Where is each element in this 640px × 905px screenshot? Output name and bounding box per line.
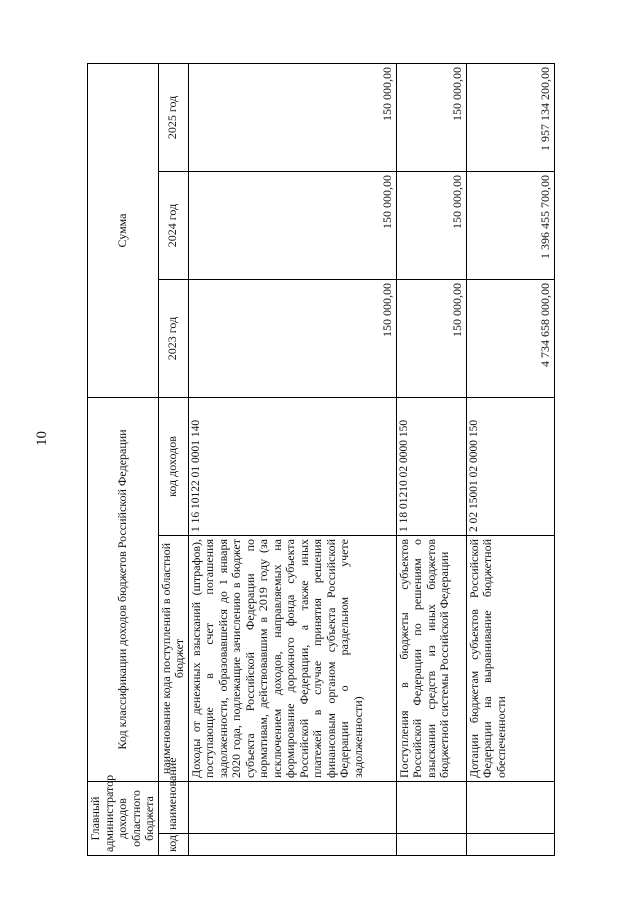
row-income-code: 2 02 15001 02 0000 150: [466, 397, 554, 535]
row-sum-2025: 150 000,00: [188, 63, 396, 171]
row-admin-code: [188, 834, 396, 856]
row-income-code: 1 18 01210 02 0000 150: [396, 397, 466, 535]
header-year-2023: 2023 год: [158, 279, 188, 397]
table-row: [188, 63, 396, 855]
header-year-2024: 2024 год: [158, 171, 188, 279]
row-description: Дотации бюджетам субъектов Российской Федерации на выравнивание бюджетной обеспеченности: [466, 535, 554, 781]
row-description: Доходы от денежных взысканий (штрафов), поступающие в счет погашения задолженности, образовавшейся до 1 января 2020 года, подлежащие зачислению в бюджет субъекта Российской Федерации по нормативам, действовавшим в 2019 году (за исключением доходов, направляемых на формирование дорожного фонда субъекта Российской Федерации, а также иных платежей в случае принятия решения финансовым органом субъекта Российской Федерации о раздельном учете задолженности): [188, 535, 396, 781]
budget-income-table: [87, 63, 555, 856]
header-year-2025: 2025 год: [158, 63, 188, 171]
row-sum-2024: 1 396 455 700,00: [466, 171, 554, 279]
row-sum-2025: 150 000,00: [396, 63, 466, 171]
header-budget-classification: Код классификации доходов бюджетов Российской Федерации: [88, 397, 159, 781]
row-description: Поступления в бюджеты субъектов Российской Федерации по решениям о взыскании средств из иных бюджетов бюджетной системы Российской Федерации: [396, 535, 466, 781]
header-receipt-name: наименование кода поступлений в областной бюджет: [158, 535, 188, 781]
row-admin-name: [188, 781, 396, 833]
row-sum-2023: 150 000,00: [396, 279, 466, 397]
row-admin-code: [396, 834, 466, 856]
header-code: код: [158, 834, 188, 856]
header-main-admin: Главный администратор доходов областного бюджета: [88, 781, 159, 855]
header-income-code: код доходов: [158, 397, 188, 535]
row-sum-2024: 150 000,00: [188, 171, 396, 279]
rotated-page-content: [87, 64, 552, 856]
page-number: 10: [34, 431, 50, 446]
row-admin-name: [396, 781, 466, 833]
table-row: [466, 63, 554, 855]
header-sum: Сумма: [88, 63, 159, 397]
row-sum-2023: 150 000,00: [188, 279, 396, 397]
row-sum-2023: 4 734 658 000,00: [466, 279, 554, 397]
row-sum-2024: 150 000,00: [396, 171, 466, 279]
header-name: наименование: [158, 781, 188, 833]
row-income-code: 1 16 10122 01 0001 140: [188, 397, 396, 535]
row-admin-name: [466, 781, 554, 833]
table-row: [396, 63, 466, 855]
row-sum-2025: 1 957 134 200,00: [466, 63, 554, 171]
row-admin-code: [466, 834, 554, 856]
